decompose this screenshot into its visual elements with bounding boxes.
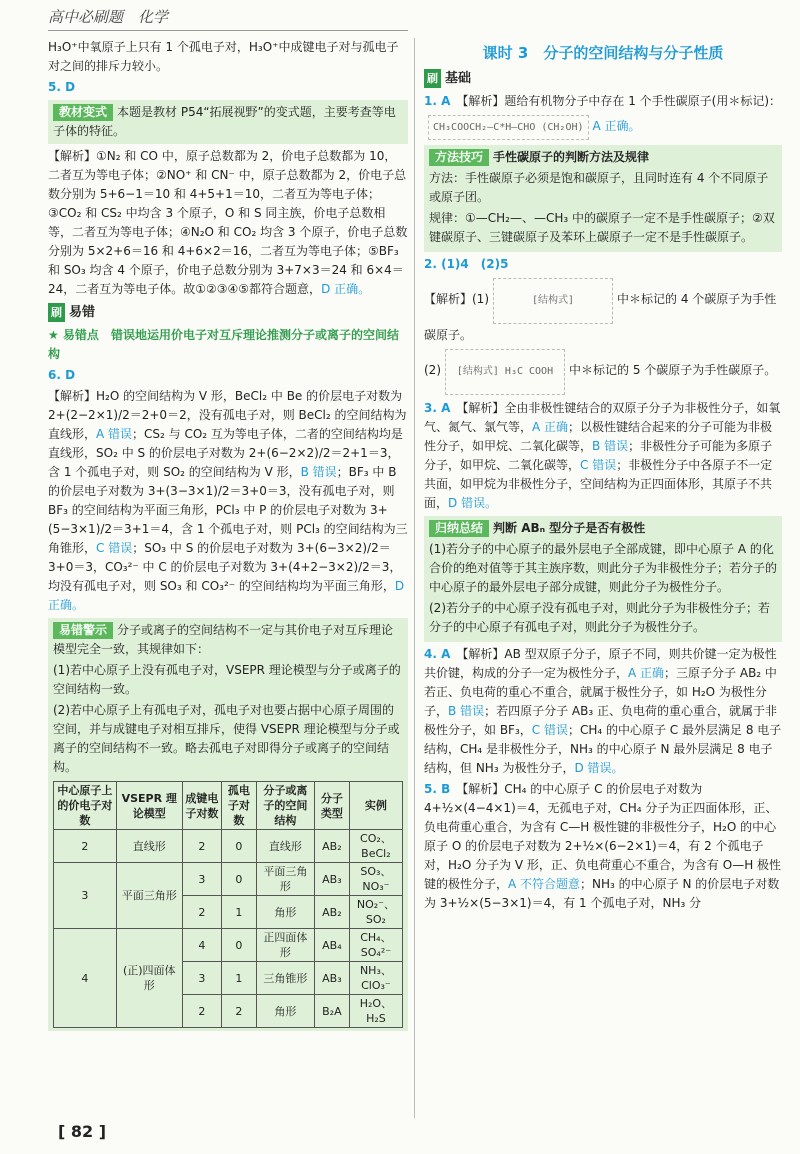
question-number: 2. (1)4 (2)5: [424, 257, 509, 271]
section-header: 刷 基础: [424, 69, 782, 88]
analysis: 【解析】(1) [结构式] 中＊标记的 4 个碳原子为手性碳原子。: [424, 276, 782, 345]
table-row: 2 2 角形 B₂A H₂O、H₂S: [54, 995, 403, 1028]
right-column: 课时 3 分子的空间结构与分子性质 刷 基础 1. A 【解析】题给有机物分子中存在 1 个手性碳原子(用＊标记)： CH₃COOCH₂—C*H—CHO (CH₂OH) A 正确。 方法技巧 手性碳原子的判断方法及规律 方法：手性碳原子必须是饱和碳原子，且同时连有 4 个不同原子或原子团。 规律：①—CH₂—、—CH₃ 中的碳原子一定不是手性碳原子；②双键碳原子、三键碳原子及苯环上碳原子一定不是手性碳原子。 2. (1)4 (2)5 【解析】(1) [结构式] 中＊标记的 4 个碳原子为手性碳原子。 (2) [结构式] H₃C COOH 中＊标记的 5 个碳原子为手性碳原子。 3. A 【解析】全由非极性键结合的双原子分子为非极性分子，如氧气、氮气、氯气等，A 正确；以极性键结合起来的分子可能为非极性分子，如甲烷、二氧化碳等，B 错误；非极性分子可能为多原子分子，如甲烷、二氧化碳等，C 错误；非极性分子中各原子不一定共面，如甲烷为非极性分子，空间结构为正四面体形，其原子不共面，D 错误。 归纳总结 判断 ABₙ 型分子是否有极性 (1)若分子的中心原子的最外层电子全部成键，即中心原子 A 的化合价的绝对值等于其主族序数，则此分子为非极性分子；若分子的中心原子的最外层电子部分成键，则此分子为极性分子。 (2)若分子的中心原子没有孤电子对，则此分子为非极性分子；若分子的中心原子有孤电子对，则此分子为极性分子。 4. A 【解析】AB 型双原子分子，原子不同，则共价键一定为极性共价键，构成的分子一定为极性分子，A 正确；三原子分子 AB₂ 中若正、负电荷的重心不重合，就属于极性分子，如 H₂O 为极性分子，B 错误；若四原子分子 AB₃ 正、负电荷的重心重合，就属于非极性分子，如 BF₃，C 错误；CH₄ 的中心原子 C 最外层满足 8 电子结构，CH₄ 是非极性分子，NH₃ 的中心原子 N 最外层满足 8 电子结构，但 NH₃ 为极性分子，D 错误。 5. B 【解析】CH₄ 的中心原子 C 的价层电子对数为 4+½×(4−4×1)＝4，无孤电子对，CH₄ 分子为正四面体形，正、负电荷重心重合，为含有 C—H 极性键的非极性分子，H₂O 的中心原子 O 的价层电子对数为 2+½×(6−2×1)＝4，有 2 个孤电子对，H₂O 分子为 V 形，正、负电荷重心不重合，为含有 O—H 极性键的极性分子，A 不符合题意；NH₃ 的中心原子 N 的价层电子对数为 3+½×(5−3×1)＝4，有 1 个孤电子对，NH₃ 分: [424, 38, 782, 915]
table-row: 2 1 角形 AB₂ NO₂⁻、SO₂: [54, 896, 403, 929]
page-header: 高中必刷题 化学: [48, 8, 169, 26]
molecule-structure: CH₃COOCH₂—C*H—CHO (CH₂OH): [428, 115, 589, 140]
analysis: 【解析】①N₂ 和 CO 中，原子总数都为 2，价电子总数都为 10，二者互为等电子体；②NO⁺ 和 CN⁻ 中，原子总数都为 2，价电子总数分别为 5+6−1＝10 和 4+5+1＝10，二者互为等电子体；③CO₂ 和 CS₂ 中均含 3 个原子，O 和 S 同主族，价电子总数相等，二者互为等电子体；④N₂O 和 CO₂ 均含 3 个原子，价电子总数分别为 5×2+6＝16 和 4+6×2＝16，二者互为等电子体；⑤BF₃ 和 SO₃ 均含 4 个原子，价电子总数分别为 3+7×3＝24 和 6×4＝24，二者互为等电子体。故①②③④⑤都符合题意，D 正确。: [48, 149, 408, 296]
molecule-structure: [结构式] H₃C COOH: [445, 349, 565, 395]
left-column: [48, 38, 408, 1034]
molecule-structure: [结构式]: [493, 278, 613, 324]
note-box: [48, 100, 408, 144]
paragraph: H₃O⁺中氧原子上只有 1 个孤电子对，H₃O⁺中成键电子对与孤电子对之间的排斥力较小。: [48, 40, 399, 73]
question-number: 6. D: [48, 368, 76, 382]
note-tag: 教材变式: [53, 104, 113, 121]
warning-box: 易错警示 分子或离子的空间结构不一定与其价电子对互斥理论模型完全一致，其规律如下： (1)若中心原子上没有孤电子对，VSEPR 理论模型与分子或离子的空间结构一致。 (2)若中心原子上有孤电子对，孤电子对也要占据中心原子周围的空间，并与成键电子对相互排斥，使得 VSEPR 理论模型与分子或离子的空间结构不一致。略去孤电子对即得分子或离子的空间结构。 中心原子上的价电子对数 VSEPR 理论模型 成键电子对数 孤电子对数 分子或离子的空间结构 分子类型 实例 2 直线形 2 0 直线形 AB₂ CO₂、BeCl₂ 3 平面三角形 3 0 平面三角形 AB₃ SO₃、NO₃⁻ 2 1 角形 AB₂ NO₂⁻、SO₂ 4 (正)四面体形 4 0 正四面体形 AB₄ CH₄、SO₄²⁻ 3 1 三角锥形 AB₃ NH₃、ClO₃⁻ 2 2 角形 B₂A H₂O、H₂S: [48, 618, 408, 1031]
analysis: 5. B 【解析】CH₄ 的中心原子 C 的价层电子对数为 4+½×(4−4×1)＝4，无孤电子对，CH₄ 分子为正四面体形，正、负电荷重心重合，为含有 C—H 极性键的非极性分子，H₂O 的中心原子 O 的价层电子对数为 2+½×(6−2×1)＝4，有 2 个孤电子对，H₂O 分子为 V 形，正、负电荷重心不重合，为含有 O—H 极性键的极性分子，A 不符合题意；NH₃ 的中心原子 N 的价层电子对数为 3+½×(5−3×1)＝4，有 1 个孤电子对，NH₃ 分: [424, 782, 782, 910]
question-number: 5. D: [48, 80, 76, 94]
method-box: 方法技巧 手性碳原子的判断方法及规律 方法：手性碳原子必须是饱和碳原子，且同时连有 4 个不同原子或原子团。 规律：①—CH₂—、—CH₃ 中的碳原子一定不是手性碳原子；②双键碳原子、三键碳原子及苯环上碳原子一定不是手性碳原子。: [424, 145, 782, 252]
section-header: 刷 易错: [48, 303, 408, 322]
analysis: 3. A 【解析】全由非极性键结合的双原子分子为非极性分子，如氧气、氮气、氯气等，A 正确；以极性键结合起来的分子可能为非极性分子，如甲烷、二氧化碳等，B 错误；非极性分子可能为多原子分子，如甲烷、二氧化碳等，C 错误；非极性分子中各原子不一定共面，如甲烷为非极性分子，空间结构为正四面体形，其原子不共面，D 错误。: [424, 401, 781, 510]
table-row: 3 平面三角形 3 0 平面三角形 AB₃ SO₃、NO₃⁻: [54, 863, 403, 896]
analysis: 1. A 【解析】题给有机物分子中存在 1 个手性碳原子(用＊标记)：: [424, 94, 782, 108]
table-row: 4 (正)四面体形 4 0 正四面体形 AB₄ CH₄、SO₄²⁻: [54, 929, 403, 962]
warning-item: (2)若中心原子上有孤电子对，孤电子对也要占据中心原子周围的空间，并与成键电子对相互排斥，使得 VSEPR 理论模型与分子或离子的空间结构不一致。略去孤电子对即得分子或离子的空间结构。: [53, 703, 400, 774]
table-row: 3 1 三角锥形 AB₃ NH₃、ClO₃⁻: [54, 962, 403, 995]
lesson-title: 课时 3 分子的空间结构与分子性质: [482, 44, 724, 62]
warning-tag: 易错警示: [53, 622, 113, 639]
analysis: 4. A 【解析】AB 型双原子分子，原子不同，则共价键一定为极性共价键，构成的分子一定为极性分子，A 正确；三原子分子 AB₂ 中若正、负电荷的重心不重合，就属于极性分子，如 H₂O 为极性分子，B 错误；若四原子分子 AB₃ 正、负电荷的重心重合，就属于非极性分子，如 BF₃，C 错误；CH₄ 的中心原子 C 最外层满足 8 电子结构，CH₄ 是非极性分子，NH₃ 的中心原子 N 最外层满足 8 电子结构，但 NH₃ 为极性分子，D 错误。: [424, 647, 782, 775]
analysis: 【解析】H₂O 的空间结构为 V 形，BeCl₂ 中 Be 的价层电子对数为 2+(2−2×1)/2＝2+0＝2，没有孤电子对，则 BeCl₂ 的空间结构为直线形，A 错误；CS₂ 与 CO₂ 互为等电子体，二者的空间结构均是直线形，SO₂ 中 S 的价层电子对数为 2+(6−2×2)/2＝2+1＝3，含 1 个孤电子对，则 SO₂ 的空间结构为 V 形，B 错误；BF₃ 中 B 的价层电子对数为 3+(3−3×1)/2＝3+0＝3，没有孤电子对，则 BF₃ 的空间结构为平面三角形，PCl₃ 中 P 的价层电子对数为 3+(5−3×1)/2＝3+1＝4，含 1 个孤电子对，则 PCl₃ 的空间结构为三角锥形，C 错误；SO₃ 中 S 的价层电子对数为 3+(6−3×2)/2＝3+0＝3，CO₃²⁻ 中 C 的价层电子对数为 3+(4+2−3×2)/2＝3，均没有孤电子对，则 SO₃ 和 CO₃²⁻ 的空间结构均为平面三角形，D 正确。: [48, 389, 408, 612]
page-number: [ 82 ]: [58, 1122, 107, 1141]
table-row: 2 直线形 2 0 直线形 AB₂ CO₂、BeCl₂: [54, 830, 403, 863]
vsepr-table: 中心原子上的价电子对数 VSEPR 理论模型 成键电子对数 孤电子对数 分子或离子的空间结构 分子类型 实例 2 直线形 2 0 直线形 AB₂ CO₂、BeCl₂ 3 平面三角形 3 0 平面三角形 AB₃ SO₃、NO₃⁻ 2 1 角形 AB₂ NO₂⁻、SO₂ 4 (正)四面体形 4 0 正四面体形 AB₄ CH₄、SO₄²⁻ 3 1 三角锥形 AB₃ NH₃、ClO₃⁻ 2 2 角形 B₂A H₂O、H₂S: [53, 781, 403, 1028]
error-point: ★ 易错点 错误地运用价电子对互斥理论推测分子或离子的空间结构: [48, 328, 399, 361]
summary-box: 归纳总结 判断 ABₙ 型分子是否有极性 (1)若分子的中心原子的最外层电子全部成键，即中心原子 A 的化合价的绝对值等于其主族序数，则此分子为非极性分子；若分子的中心原子的最外层电子部分成键，则此分子为极性分子。 (2)若分子的中心原子没有孤电子对，则此分子为非极性分子；若分子的中心原子有孤电子对，则此分子为极性分子。: [424, 516, 782, 642]
warning-item: (1)若中心原子上没有孤电子对，VSEPR 理论模型与分子或离子的空间结构一致。: [53, 663, 401, 696]
column-divider: [414, 38, 415, 1118]
note-text: 本题是教材 P54“拓展视野”的变式题，主要考查等电子体的特征。: [53, 105, 396, 138]
analysis: (2) [结构式] H₃C COOH 中＊标记的 5 个碳原子为手性碳原子。: [424, 347, 782, 397]
header-rule: [48, 30, 408, 31]
